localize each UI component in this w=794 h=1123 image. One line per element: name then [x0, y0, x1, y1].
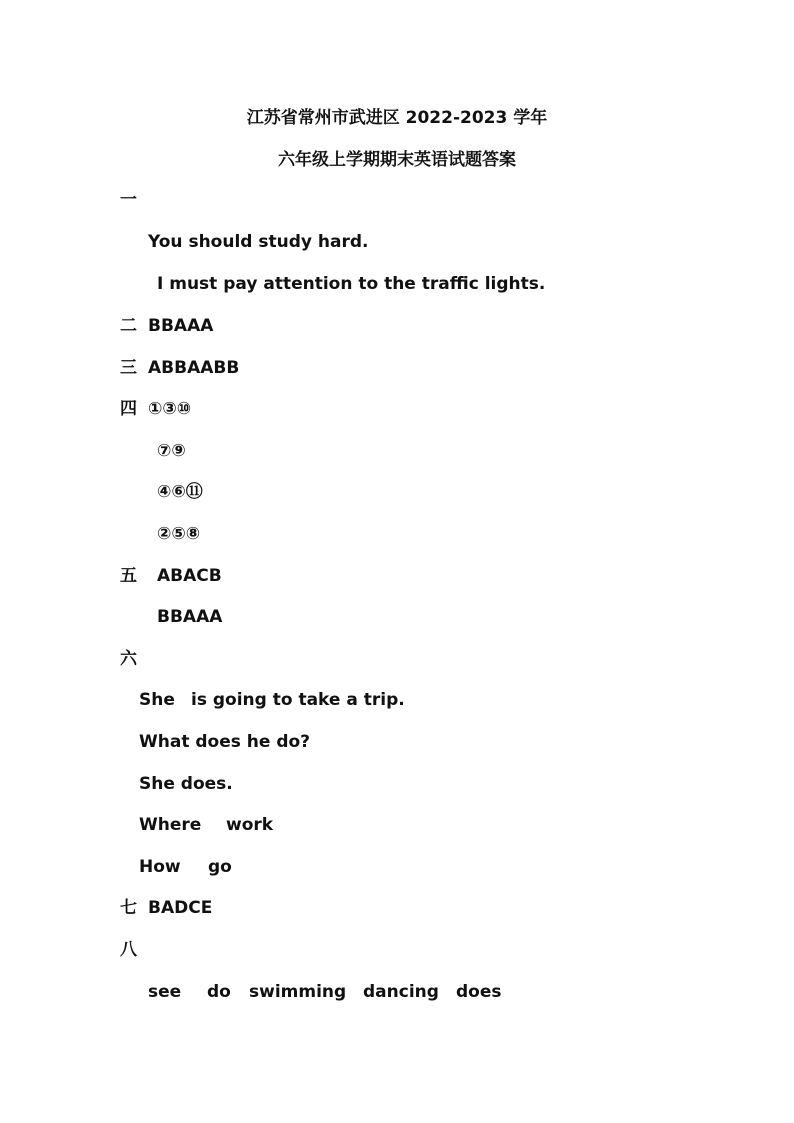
section-4-group-2: ⑦⑨	[157, 441, 186, 461]
section-8-word-3: swimming	[249, 982, 347, 1002]
section-6-line-1-word-1: She	[139, 690, 175, 710]
section-8-word-1: see	[148, 982, 182, 1002]
section-2-answer: BBAAA	[148, 316, 214, 336]
section-6-line-2: What does he do?	[139, 732, 311, 752]
section-7-answer: BADCE	[148, 898, 213, 918]
section-6-line-1-word-2: is going to take a trip.	[191, 690, 405, 710]
section-8-word-4: dancing	[363, 982, 439, 1002]
section-6-line-4-word-2: work	[226, 815, 274, 835]
section-5-answer-1: ABACB	[157, 566, 222, 586]
section-1-answer-1: You should study hard.	[148, 232, 369, 252]
document-title: 江苏省常州市武进区 2022-2023 学年	[246, 108, 548, 128]
section-4-group-1: ①③⑩	[148, 399, 192, 419]
section-6-line-3: She does.	[139, 774, 233, 794]
section-6-line-4-word-1: Where	[139, 815, 202, 835]
section-4-label: 四	[120, 399, 137, 419]
section-7-label: 七	[120, 898, 137, 918]
section-1-answer-2: I must pay attention to the traffic lights.	[157, 274, 546, 294]
section-3-answer: ABBAABB	[148, 358, 240, 378]
section-1-label: 一	[120, 190, 137, 210]
section-4-group-3: ④⑥⑪	[157, 482, 203, 502]
section-8-word-2: do	[207, 982, 231, 1002]
section-6-label: 六	[120, 649, 137, 669]
section-6-line-5-word-2: go	[208, 857, 232, 877]
section-8-word-5: does	[456, 982, 502, 1002]
section-8-label: 八	[120, 940, 137, 960]
section-3-label: 三	[120, 358, 137, 378]
section-5-answer-2: BBAAA	[157, 607, 223, 627]
document-subtitle: 六年级上学期期末英语试题答案	[278, 150, 516, 170]
section-5-label: 五	[120, 566, 137, 586]
section-2-label: 二	[120, 316, 137, 336]
section-4-group-4: ②⑤⑧	[157, 524, 201, 544]
section-6-line-5-word-1: How	[139, 857, 181, 877]
